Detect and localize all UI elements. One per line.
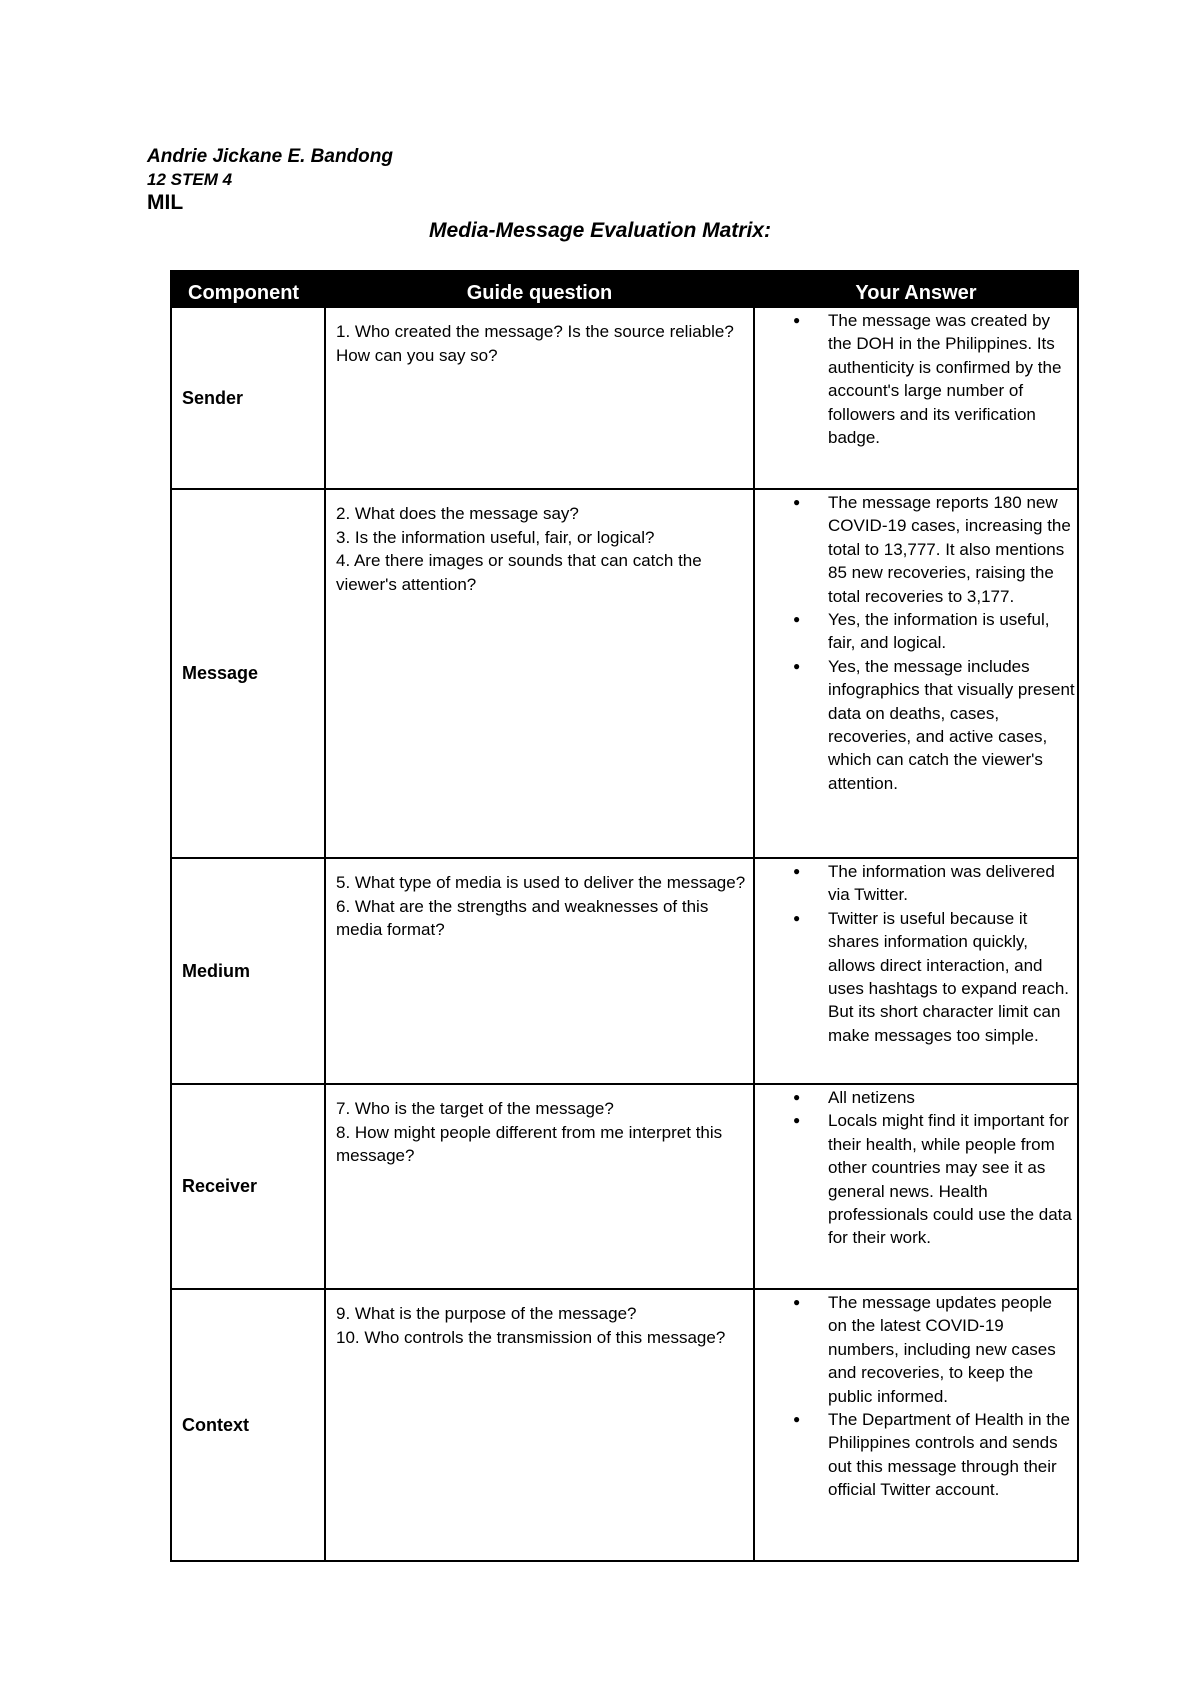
answer-item: [755, 608, 1075, 655]
answer-list: [755, 1291, 1075, 1502]
answer-cell: [754, 489, 1078, 858]
bullet-icon: ●: [793, 1113, 801, 1128]
question-cell: [325, 858, 754, 1084]
table-row-context: [171, 1289, 1078, 1561]
answer-item: [755, 860, 1075, 907]
answer-item: [755, 907, 1075, 1047]
answer-list: [755, 860, 1075, 1047]
question-cell: [325, 489, 754, 858]
table-row-receiver: [171, 1084, 1078, 1289]
bullet-icon: ●: [793, 864, 801, 878]
question-cell: [325, 307, 754, 489]
answer-item: [755, 1291, 1075, 1408]
answer-item: [755, 1109, 1075, 1249]
bullet-icon: ●: [793, 658, 801, 673]
component-cell: Message: [171, 489, 325, 858]
answer-cell: [754, 1289, 1078, 1561]
bullet-icon: ●: [793, 1295, 801, 1309]
question-cell: [325, 1289, 754, 1561]
answer-cell: [754, 307, 1078, 489]
answer-text: The message was created by the DOH in the Philippines. Its authenticity is confirmed by the account's large number of followers and its verification badge.: [828, 311, 1062, 448]
bullet-icon: ●: [793, 910, 801, 925]
answer-list: [755, 309, 1075, 449]
answer-list: [755, 1086, 1075, 1250]
answer-item: [755, 491, 1075, 608]
subject-label: MIL: [147, 191, 184, 214]
student-name: Andrie Jickane E. Bandong: [147, 146, 393, 167]
answer-text: All netizens: [828, 1088, 915, 1107]
guide-question: 8. How might people different from me interpret this message?: [336, 1122, 723, 1165]
answer-item: [755, 309, 1075, 449]
column-header-your-answer: Your Answer: [754, 271, 1078, 307]
guide-question: 6. What are the strengths and weaknesses of this media format?: [336, 896, 709, 939]
question-cell: [325, 1084, 754, 1289]
guide-question: 9. What is the purpose of the message?: [336, 1304, 637, 1323]
document-header: [147, 145, 647, 215]
answer-cell: [754, 858, 1078, 1084]
student-section: 12 STEM 4: [147, 170, 233, 189]
answer-item: [755, 655, 1075, 795]
bullet-icon: ●: [793, 313, 801, 327]
answer-text: The message reports 180 new COVID-19 cases, increasing the total to 13,777. It also mentions 85 new recoveries, raising the total recoveries to 3,177.: [828, 493, 1071, 606]
bullet-icon: ●: [793, 1412, 801, 1427]
component-cell: Context: [171, 1289, 325, 1561]
table-row-sender: [171, 307, 1078, 489]
guide-question: 3. Is the information useful, fair, or logical?: [336, 527, 655, 547]
component-cell: Medium: [171, 858, 325, 1084]
guide-question: 10. Who controls the transmission of this message?: [336, 1327, 726, 1347]
guide-question: 5. What type of media is used to deliver the message?: [336, 873, 746, 892]
component-cell: Receiver: [171, 1084, 325, 1289]
table-row-message: [171, 489, 1078, 858]
guide-question: 4. Are there images or sounds that can catch the viewer's attention?: [336, 551, 702, 594]
answer-text: Yes, the information is useful, fair, and logical.: [828, 610, 1050, 653]
matrix-title: Media-Message Evaluation Matrix:: [429, 219, 771, 242]
answer-text: Locals might find it important for their health, while people from other countries may see it as general news. Health professionals could use the data for their work.: [828, 1111, 1072, 1248]
component-cell: Sender: [171, 307, 325, 489]
answer-text: The Department of Health in the Philippines controls and sends out this message through their official Twitter account.: [828, 1410, 1070, 1500]
answer-text: The information was delivered via Twitter.: [828, 862, 1055, 905]
answer-text: Yes, the message includes infographics that visually present data on deaths, cases, recoveries, and active cases, which can catch the viewer's attention.: [828, 656, 1075, 793]
guide-question: 2. What does the message say?: [336, 504, 579, 523]
answer-item: [755, 1408, 1075, 1502]
bullet-icon: ●: [793, 495, 801, 509]
guide-question: 7. Who is the target of the message?: [336, 1099, 614, 1118]
table-header-row: [171, 271, 1078, 307]
answer-text: Twitter is useful because it shares information quickly, allows direct interaction, and uses hashtags to expand reach. But its short character limit can make messages too simple.: [828, 908, 1069, 1045]
guide-question: 1. Who created the message? Is the source reliable? How can you say so?: [336, 322, 734, 365]
table-row-medium: [171, 858, 1078, 1084]
column-header-component: Component: [171, 271, 325, 307]
bullet-icon: ●: [793, 612, 801, 627]
evaluation-matrix-table: [170, 270, 1079, 1562]
answer-item: [755, 1086, 1075, 1109]
answer-text: The message updates people on the latest COVID-19 numbers, including new cases and recoveries, to keep the public informed.: [828, 1293, 1056, 1406]
answer-list: [755, 491, 1075, 795]
answer-cell: [754, 1084, 1078, 1289]
column-header-guide-question: Guide question: [325, 271, 754, 307]
bullet-icon: ●: [793, 1090, 801, 1104]
